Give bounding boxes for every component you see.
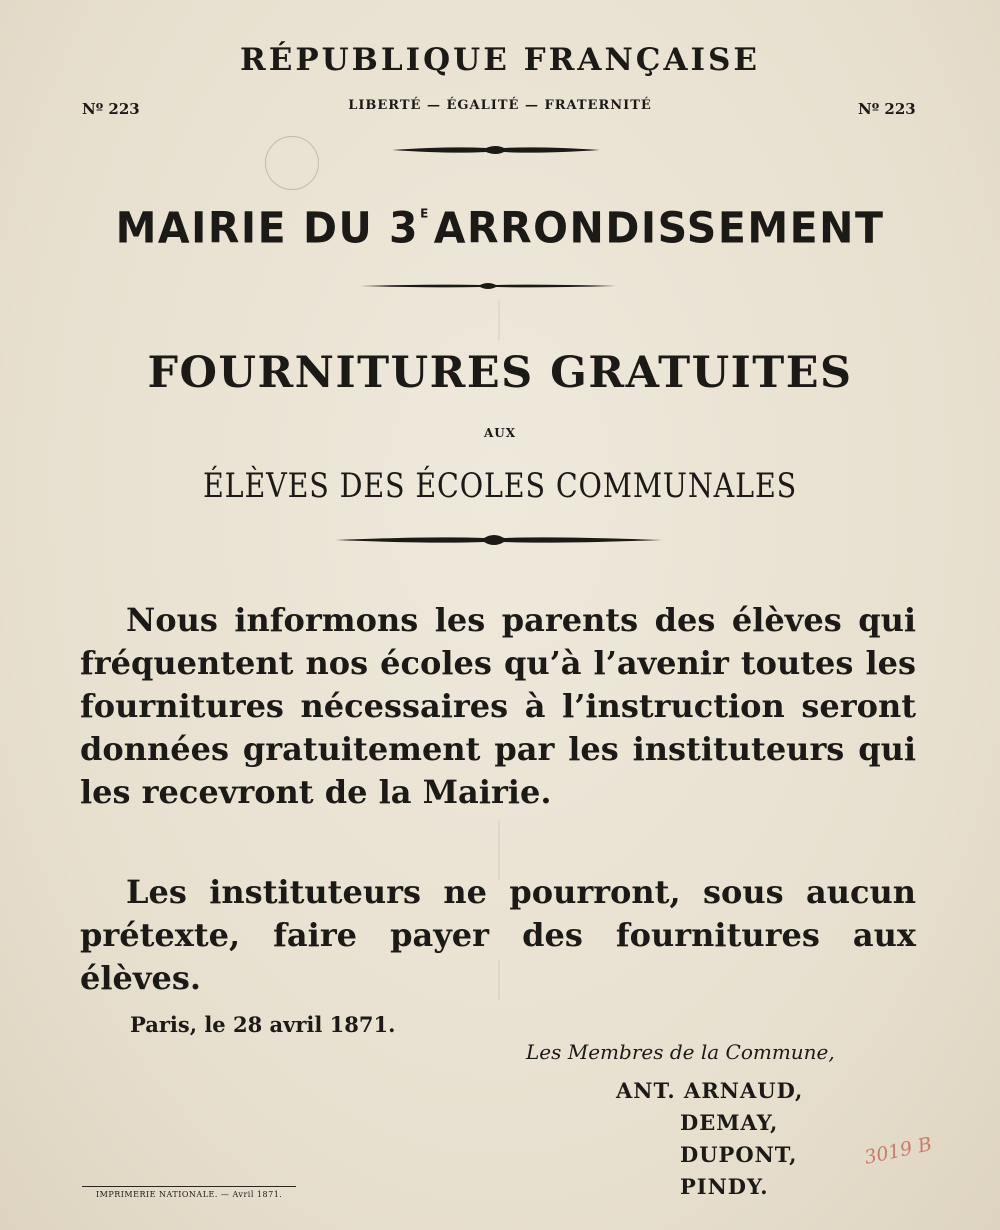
poster-number-right: Nº 223 xyxy=(858,100,916,118)
signatory-name: DEMAY, xyxy=(680,1110,779,1135)
printer-imprint: IMPRIMERIE NATIONALE. — Avril 1871. xyxy=(96,1190,283,1199)
archive-pencil-mark: 3019 B xyxy=(862,1133,934,1169)
republic-motto: LIBERTÉ — ÉGALITÉ — FRATERNITÉ xyxy=(348,98,652,113)
mairie-superscript: E xyxy=(420,205,430,221)
poster-number-left: Nº 223 xyxy=(82,100,140,118)
mairie-heading xyxy=(0,203,1000,253)
mairie-heading-part-2: ARRONDISSEMENT xyxy=(433,202,885,254)
signatory-name: DUPONT, xyxy=(680,1142,798,1167)
subheadline: ÉLÈVES DES ÉCOLES COMMUNALES xyxy=(202,466,798,506)
paper-fold-mark xyxy=(498,300,500,340)
signatory-name: ANT. ARNAUD, xyxy=(616,1078,804,1103)
ornament-rule-2 xyxy=(358,278,618,294)
ornament-rule-3 xyxy=(334,530,664,550)
signatories-heading: Les Membres de la Commune, xyxy=(526,1040,835,1064)
republic-title: RÉPUBLIQUE FRANÇAISE xyxy=(239,42,761,78)
date-line: Paris, le 28 avril 1871. xyxy=(130,1012,396,1037)
headline: FOURNITURES GRATUITES xyxy=(147,348,853,398)
paragraph-1: Nous informons les parents des élèves qui fréquentent nos écoles qu’à l’avenir toutes les fournitures nécessaires à l’instruction seront données gratuitement par les instituteurs qui les recevront de la Mairie. xyxy=(80,601,916,811)
stamp-impression xyxy=(265,136,319,190)
ornament-rule-1 xyxy=(390,142,602,158)
signatory-name: PINDY. xyxy=(680,1174,769,1199)
aux-label: AUX xyxy=(483,426,517,440)
paragraph-2: Les instituteurs ne pourront, sous aucun prétexte, faire payer des fournitures aux élèves. xyxy=(80,873,916,997)
imprint-rule xyxy=(82,1186,296,1187)
mairie-heading-part-1: MAIRIE DU 3 xyxy=(115,202,420,254)
